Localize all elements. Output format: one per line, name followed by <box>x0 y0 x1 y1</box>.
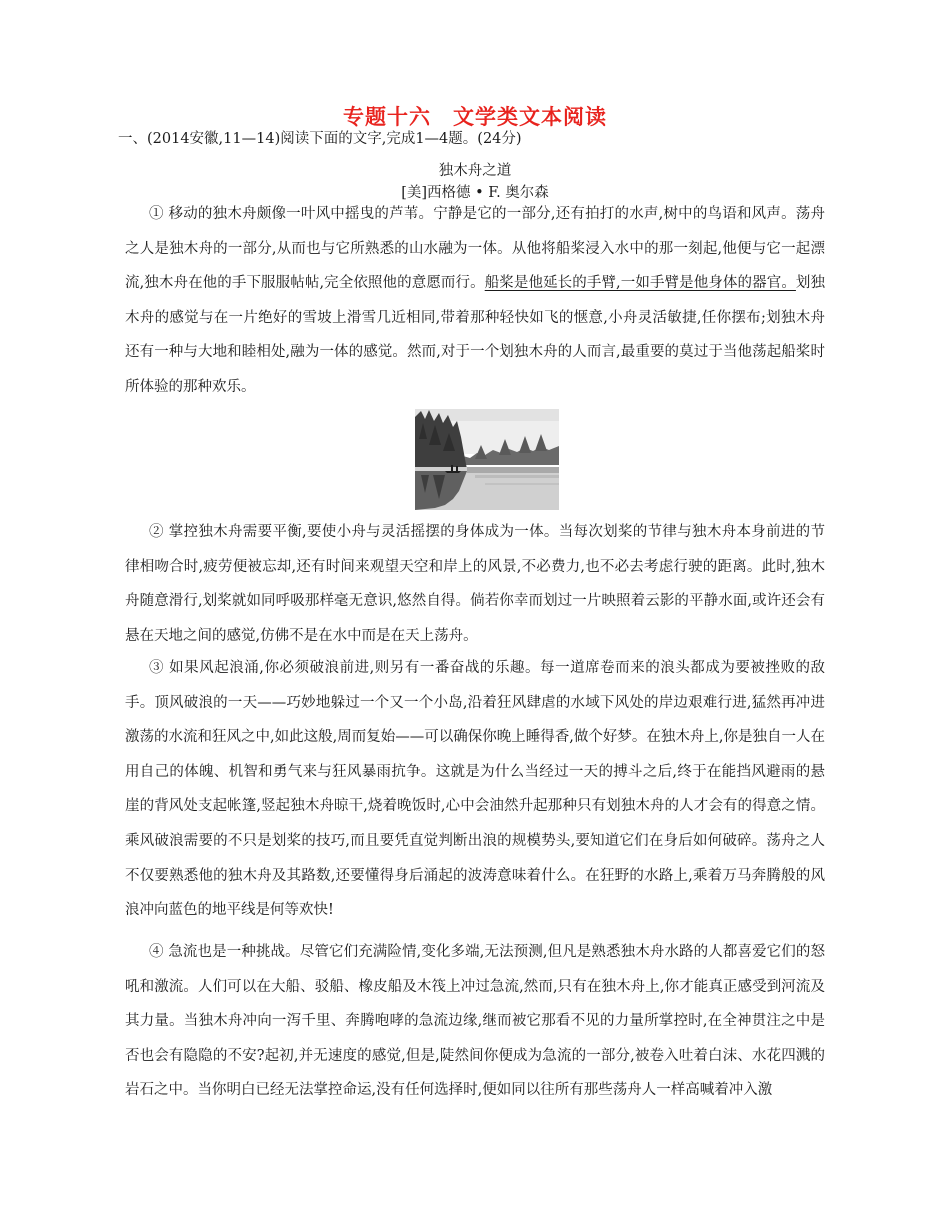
passage-author: [美]西格德 • F. 奥尔森 <box>401 185 549 201</box>
passage-title: 独木舟之道 <box>438 163 512 179</box>
question-header: 一、(2014安徽,11—14)阅读下面的文字,完成1—4题。(24分) <box>118 131 522 147</box>
paragraph-4: ④ 急流也是一种挑战。尽管它们充满险情,变化多端,无法预测,但凡是熟悉独木舟水路的人都喜爱它们的怒吼和激流。人们可以在大船、驳船、橡皮船及木筏上冲过急流,然而,只有在独木舟上,你才能真正感受到河流及其力量。当独木舟冲向一泻千里、奔腾咆哮的急流边缘,继而被它那看不见的力量所掌控时,在全神贯注之中是否也会有隐隐的不安?起初,并无速度的感觉,但是,陡然间你便成为急流的一部分,被卷入吐着白沫、水花四溅的岩石之中。当你明白已经无法掌控命运,没有任何选择时,便如同以往所有那些荡舟人一样高喊着冲入激 <box>125 944 825 1099</box>
paragraph-2: ② 掌控独木舟需要平衡,要使小舟与灵活摇摆的身体成为一体。当每次划桨的节律与独木舟本身前进的节律相吻合时,疲劳便被忘却,还有时间来观望天空和岸上的风景,不必费力,也不必去考虑行驶的距离。此时,独木舟随意滑行,划桨就如同呼吸那样毫无意识,悠然自得。倘若你幸而划过一片映照着云影的平静水面,或许还会有悬在天地之间的感觉,仿佛不是在水中而是在天上荡舟。 <box>125 524 825 644</box>
paragraph-1 <box>125 197 825 405</box>
lake-canoe-photo <box>415 409 559 510</box>
paragraph-3: ③ 如果风起浪涌,你必须破浪前进,则另有一番奋战的乐趣。每一道席卷而来的浪头都成为要被挫败的敌手。顶风破浪的一天——巧妙地躲过一个又一个小岛,沿着狂风肆虐的水域下风处的岸边艰难行进,猛然再冲进激荡的水流和狂风之中,如此这般,周而复始——可以确保你晚上睡得香,做个好梦。在独木舟上,你是独自一人在用自己的体魄、机智和勇气来与狂风暴雨抗争。这就是为什么当经过一天的搏斗之后,终于在能挡风避雨的悬崖的背风处支起帐篷,竖起独木舟晾干,烧着晚饭时,心中会油然升起那种只有划独木舟的人才会有的得意之情。乘风破浪需要的不只是划桨的技巧,而且要凭直觉判断出浪的规模势头,要知道它们在身后如何破碎。荡舟之人不仅要熟悉他的独木舟及其路数,还要懂得身后涌起的波涛意味着什么。在狂野的水路上,乘着万马奔腾般的风浪冲向蓝色的地平线是何等欢快! <box>125 660 825 919</box>
section-title: 专题十六 文学类文本阅读 <box>343 105 607 129</box>
paragraph-1-text: ① 移动的独木舟颇像一叶风中摇曳的芦苇。宁静是它的一部分,还有拍打的水声,树中的鸟语和风声。荡舟之人是独木舟的一部分,从而也与它所熟悉的山水融为一体。从他将船桨浸入水中的那一刻起,他便与它一起漂流,独木舟在他的手下服服帖帖,完全依照他的意愿而行。 <box>125 206 825 292</box>
paragraph-1-text-rest: 划独木舟的感觉与在一片绝好的雪坡上滑雪几近相同,带着那种轻快如飞的惬意,小舟灵活敏捷,任你摆布;划独木舟还有一种与大地和睦相处,融为一体的感觉。然而,对于一个划独木舟的人而言,最重要的莫过于当他荡起船桨时所体验的那种欢乐。 <box>125 275 826 395</box>
underlined-sentence: 船桨是他延长的手臂,一如手臂是他身体的器官。 <box>484 275 796 292</box>
